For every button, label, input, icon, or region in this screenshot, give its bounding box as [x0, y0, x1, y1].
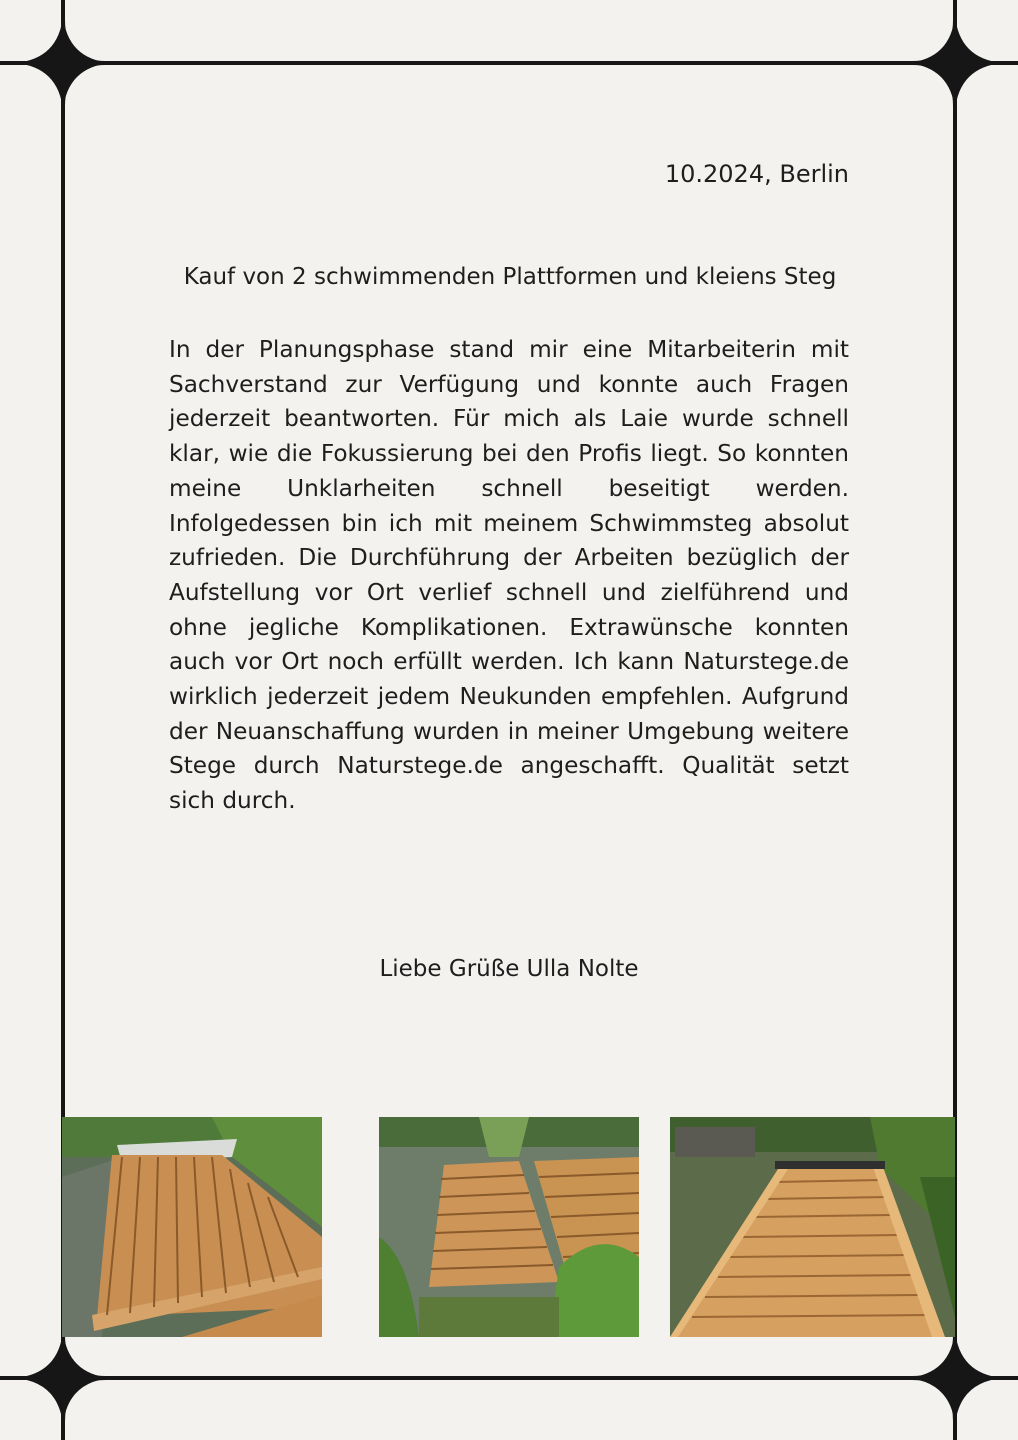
photo-floating-platform-1 — [62, 1117, 322, 1337]
letter-body: In der Planungsphase stand mir eine Mitarbeiterin mit Sachverstand zur Verfügung und konnte auch Fragen jederzeit beantworten. Für mich als Laie wurde schnell klar, wie die Fokussierung bei den Profis liegt. So konnten meine Unklarheiten schnell beseitigt werden. Infolgedessen bin ich mit meinem Schwimmsteg absolut zufrieden. Die Durchführung der Arbeiten bezüglich der Aufstellung vor Ort verlief schnell und zielführend und ohne jegliche Komplikationen. Extrawünsche konnten auch vor Ort noch erfüllt werden. Ich kann Naturstege.de wirklich jederzeit jedem Neukunden empfehlen. Aufgrund der Neuanschaffung wurden in meiner Umgebung weitere Stege durch Naturstege.de angeschafft. Qualität setzt sich durch. — [169, 336, 849, 815]
photo-jetty — [670, 1117, 955, 1337]
photo-floating-platform-2 — [379, 1117, 639, 1337]
letter-closing: Liebe Grüße Ulla Nolte — [379, 956, 639, 982]
letter-title: Kauf von 2 schwimmenden Plattformen und kleiens Steg — [183, 264, 837, 290]
date-place: 10.2024, Berlin — [664, 160, 849, 188]
